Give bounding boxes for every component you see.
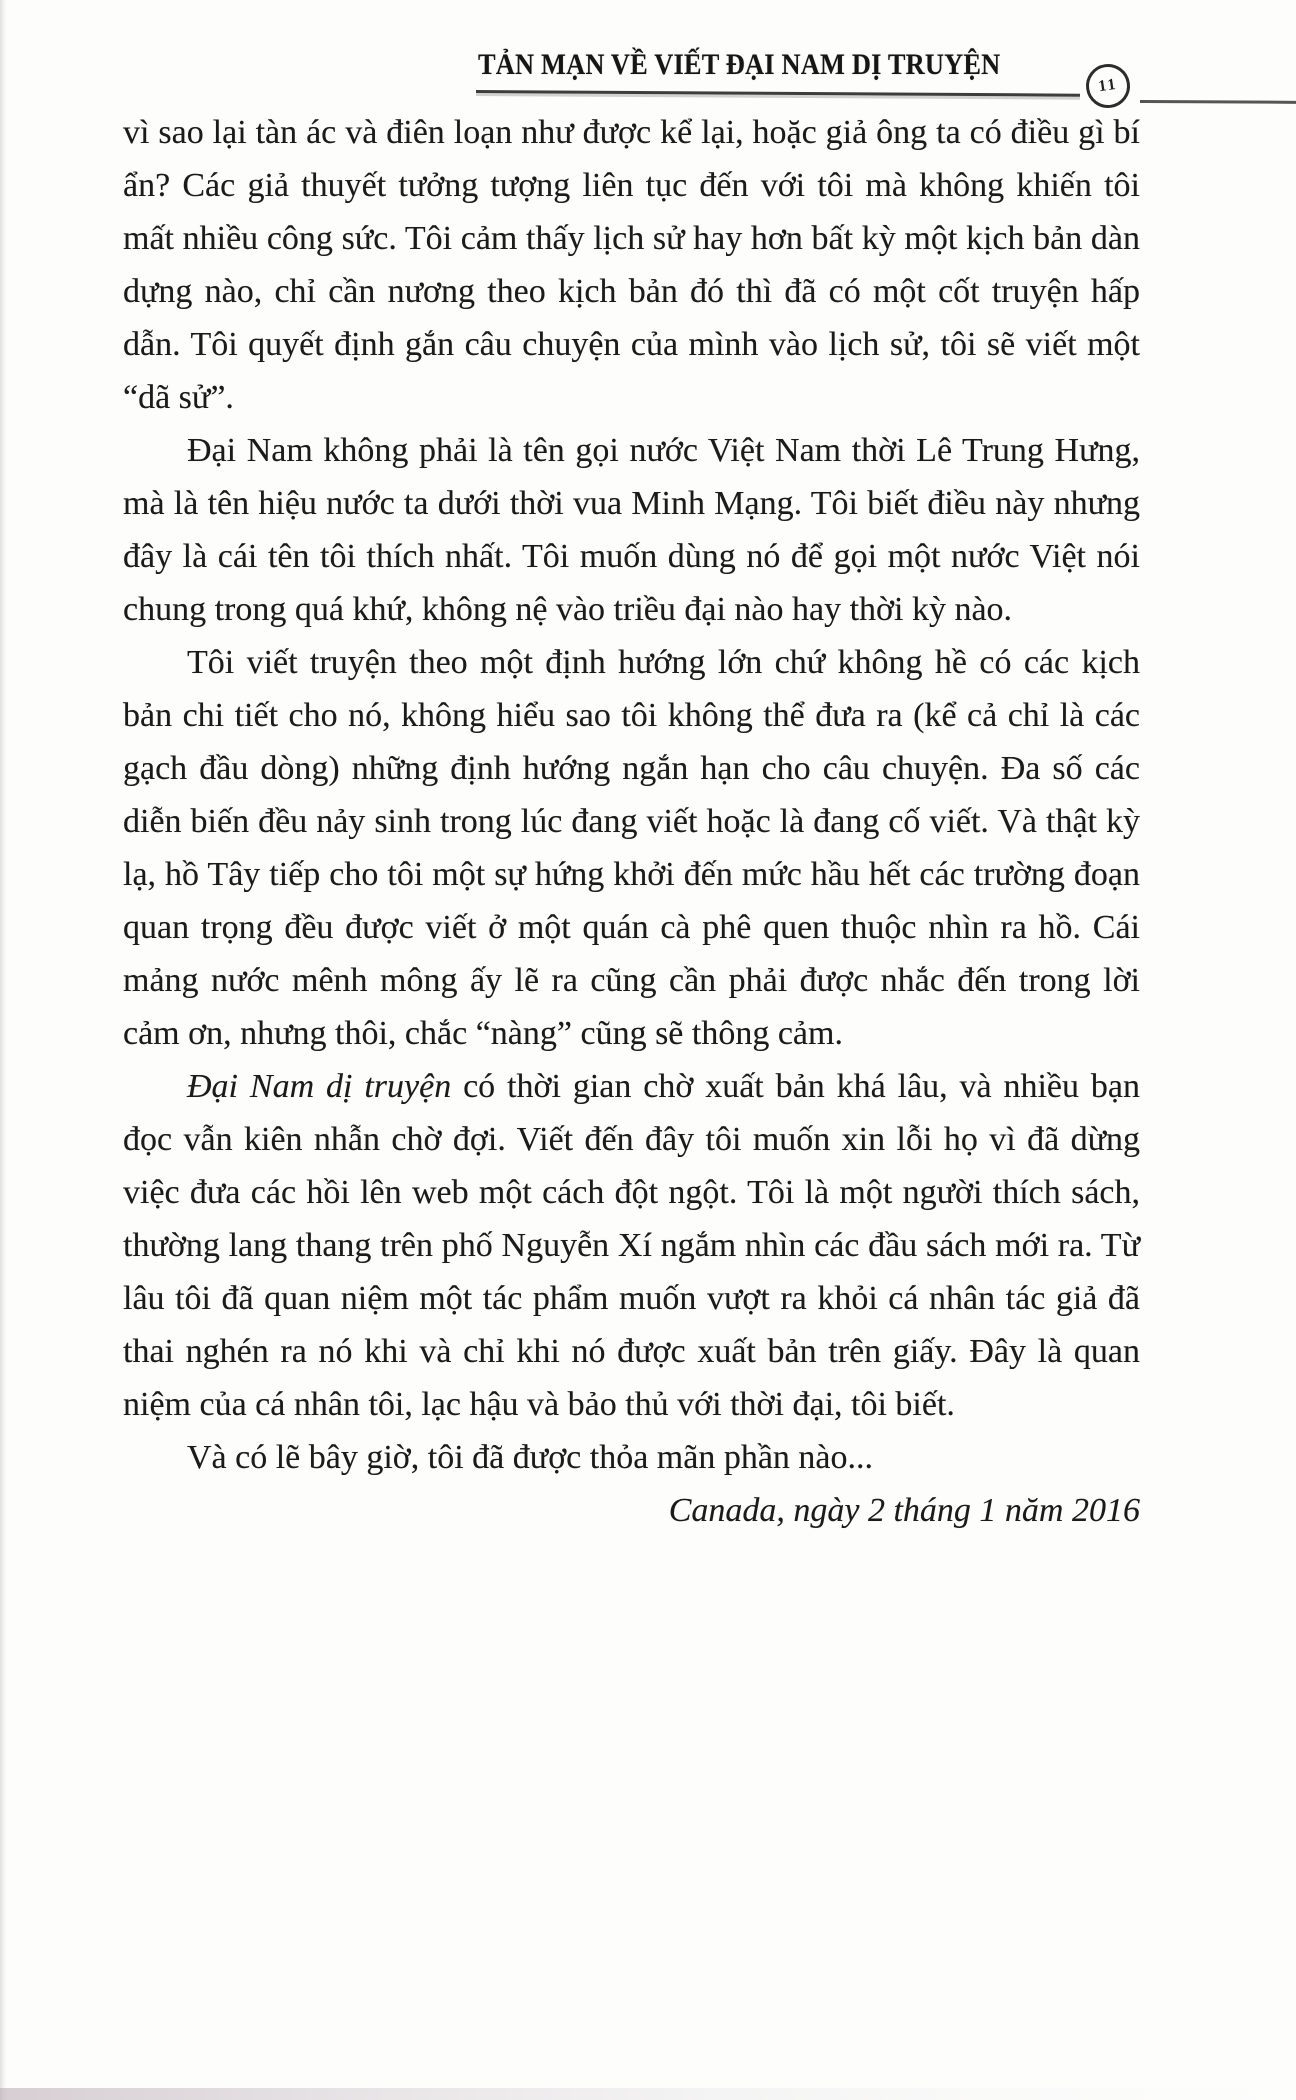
scan-bottom-edge-shadow bbox=[0, 2088, 1296, 2100]
paragraph-publication bbox=[123, 1060, 1140, 1431]
header-rule-left bbox=[476, 90, 1080, 97]
page-number-badge bbox=[1083, 61, 1133, 111]
scan-left-edge-shadow bbox=[0, 0, 7, 2100]
page-body bbox=[123, 106, 1140, 1537]
running-header-title: TẢN MẠN VỀ VIẾT ĐẠI NAM DỊ TRUYỆN bbox=[478, 48, 1001, 81]
closing-line: Và có lẽ bây giờ, tôi đã được thỏa mãn phần nào... bbox=[187, 1439, 874, 1476]
paragraph-dai-nam-name: Đại Nam không phải là tên gọi nước Việt Nam thời Lê Trung Hưng, mà là tên hiệu nước ta dưới thời vua Minh Mạng. Tôi biết điều này nhưng đây là cái tên tôi thích nhất. Tôi muốn dùng nó để gọi một nước Việt nói chung trong quá khứ, không nệ vào triều đại nào hay thời kỳ nào. bbox=[123, 432, 1140, 628]
book-title-italic: Đại Nam dị truyện bbox=[187, 1068, 452, 1105]
paragraph-writing-method: Tôi viết truyện theo một định hướng lớn chứ không hề có các kịch bản chi tiết cho nó, không hiểu sao tôi không thể đưa ra (kể cả chỉ là các gạch đầu dòng) những định hướng ngắn hạn cho câu chuyện. Đa số các diễn biến đều nảy sinh trong lúc đang viết hoặc là đang cố viết. Và thật kỳ lạ, hồ Tây tiếp cho tôi một sự hứng khởi đến mức hầu hết các trường đoạn quan trọng đều được viết ở một quán cà phê quen thuộc nhìn ra hồ. Cái mảng nước mênh mông ấy lẽ ra cũng cần phải được nhắc đến trong lời cảm ơn, nhưng thôi, chắc “nàng” cũng sẽ thông cảm. bbox=[123, 644, 1140, 1052]
header-rule-right bbox=[1140, 100, 1296, 104]
paragraph-publication-rest: có thời gian chờ xuất bản khá lâu, và nhiều bạn đọc vẫn kiên nhẫn chờ đợi. Viết đến đây tôi muốn xin lỗi họ vì đã dừng việc đưa các hồi lên web một cách đột ngột. Tôi là một người thích sách, thường lang thang trên phố Nguyễn Xí ngắm nhìn các đầu sách mới ra. Từ lâu tôi đã quan niệm một tác phẩm muốn vượt ra khỏi cá nhân tác giả đã thai nghén ra nó khi và chỉ khi nó được xuất bản trên giấy. Đây là quan niệm của cá nhân tôi, lạc hậu và bảo thủ với thời đại, tôi biết. bbox=[123, 1068, 1140, 1423]
page-number: 11 bbox=[1097, 75, 1119, 96]
signature-dateline: Canada, ngày 2 tháng 1 năm 2016 bbox=[668, 1492, 1140, 1529]
paragraph-continuation: vì sao lại tàn ác và điên loạn như được kể lại, hoặc giả ông ta có điều gì bí ẩn? Các giả thuyết tưởng tượng liên tục đến với tôi mà không khiến tôi mất nhiều công sức. Tôi cảm thấy lịch sử hay hơn bất kỳ một kịch bản dàn dựng nào, chỉ cần nương theo kịch bản đó thì đã có một cốt truyện hấp dẫn. Tôi quyết định gắn câu chuyện của mình vào lịch sử, tôi sẽ viết một “dã sử”. bbox=[123, 114, 1140, 416]
